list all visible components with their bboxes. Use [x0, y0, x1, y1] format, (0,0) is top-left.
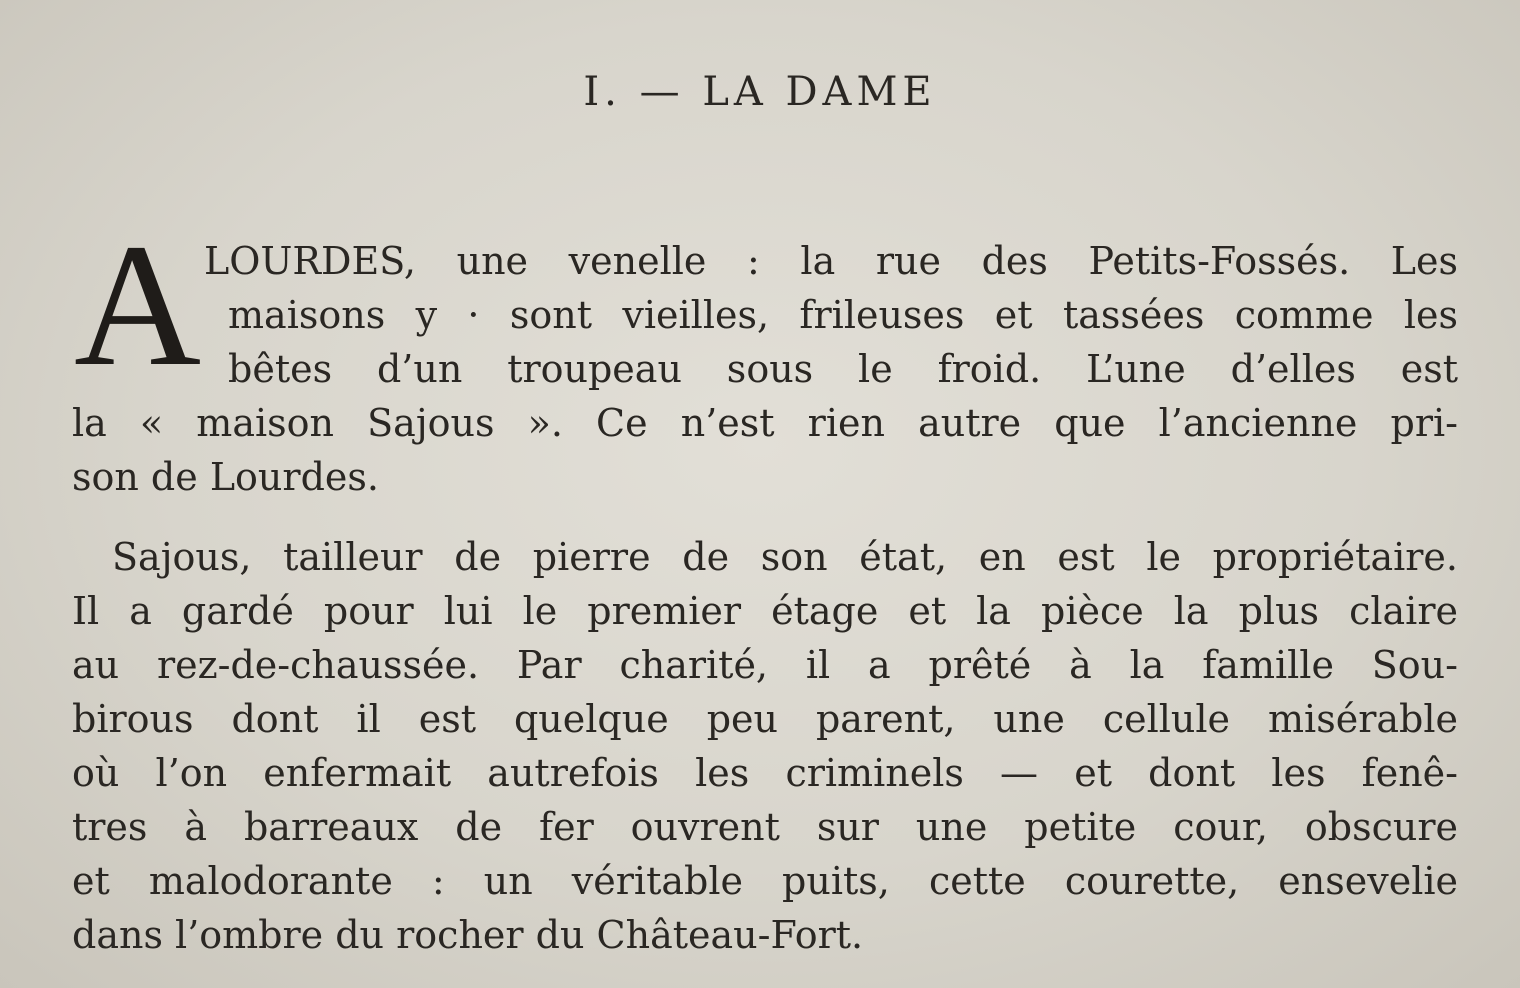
text-line: au rez-de-chaussée. Par charité, il a prêté à la famille Sou- [72, 643, 1458, 687]
text-line: la « maison Sajous ». Ce n’est rien autre que l’ancienne pri- [72, 401, 1458, 445]
text-line: bêtes d’un troupeau sous le froid. L’une d’elles est [228, 347, 1458, 391]
text-line: tres à barreaux de fer ouvrent sur une petite cour, obscure [72, 805, 1458, 849]
text-line: où l’on enfermait autrefois les criminels — et dont les fenê- [72, 751, 1458, 795]
text-line: LOURDES, une venelle : la rue des Petits-Fossés. Les [204, 239, 1458, 283]
text-line: son de Lourdes. [72, 455, 379, 499]
text-line: dans l’ombre du rocher du Château-Fort. [72, 913, 864, 957]
text-line: Sajous, tailleur de pierre de son état, en est le propriétaire. [112, 535, 1458, 579]
chapter-title: I. — LA DAME [583, 69, 937, 115]
drop-cap: A [74, 208, 202, 403]
text-line: et malodorante : un véritable puits, cette courette, ensevelie [72, 859, 1458, 903]
text-line: maisons y · sont vieilles, frileuses et tassées comme les [228, 293, 1458, 337]
text-line: Il a gardé pour lui le premier étage et la pièce la plus claire [72, 589, 1458, 633]
text-line: birous dont il est quelque peu parent, une cellule misérable [72, 697, 1458, 741]
